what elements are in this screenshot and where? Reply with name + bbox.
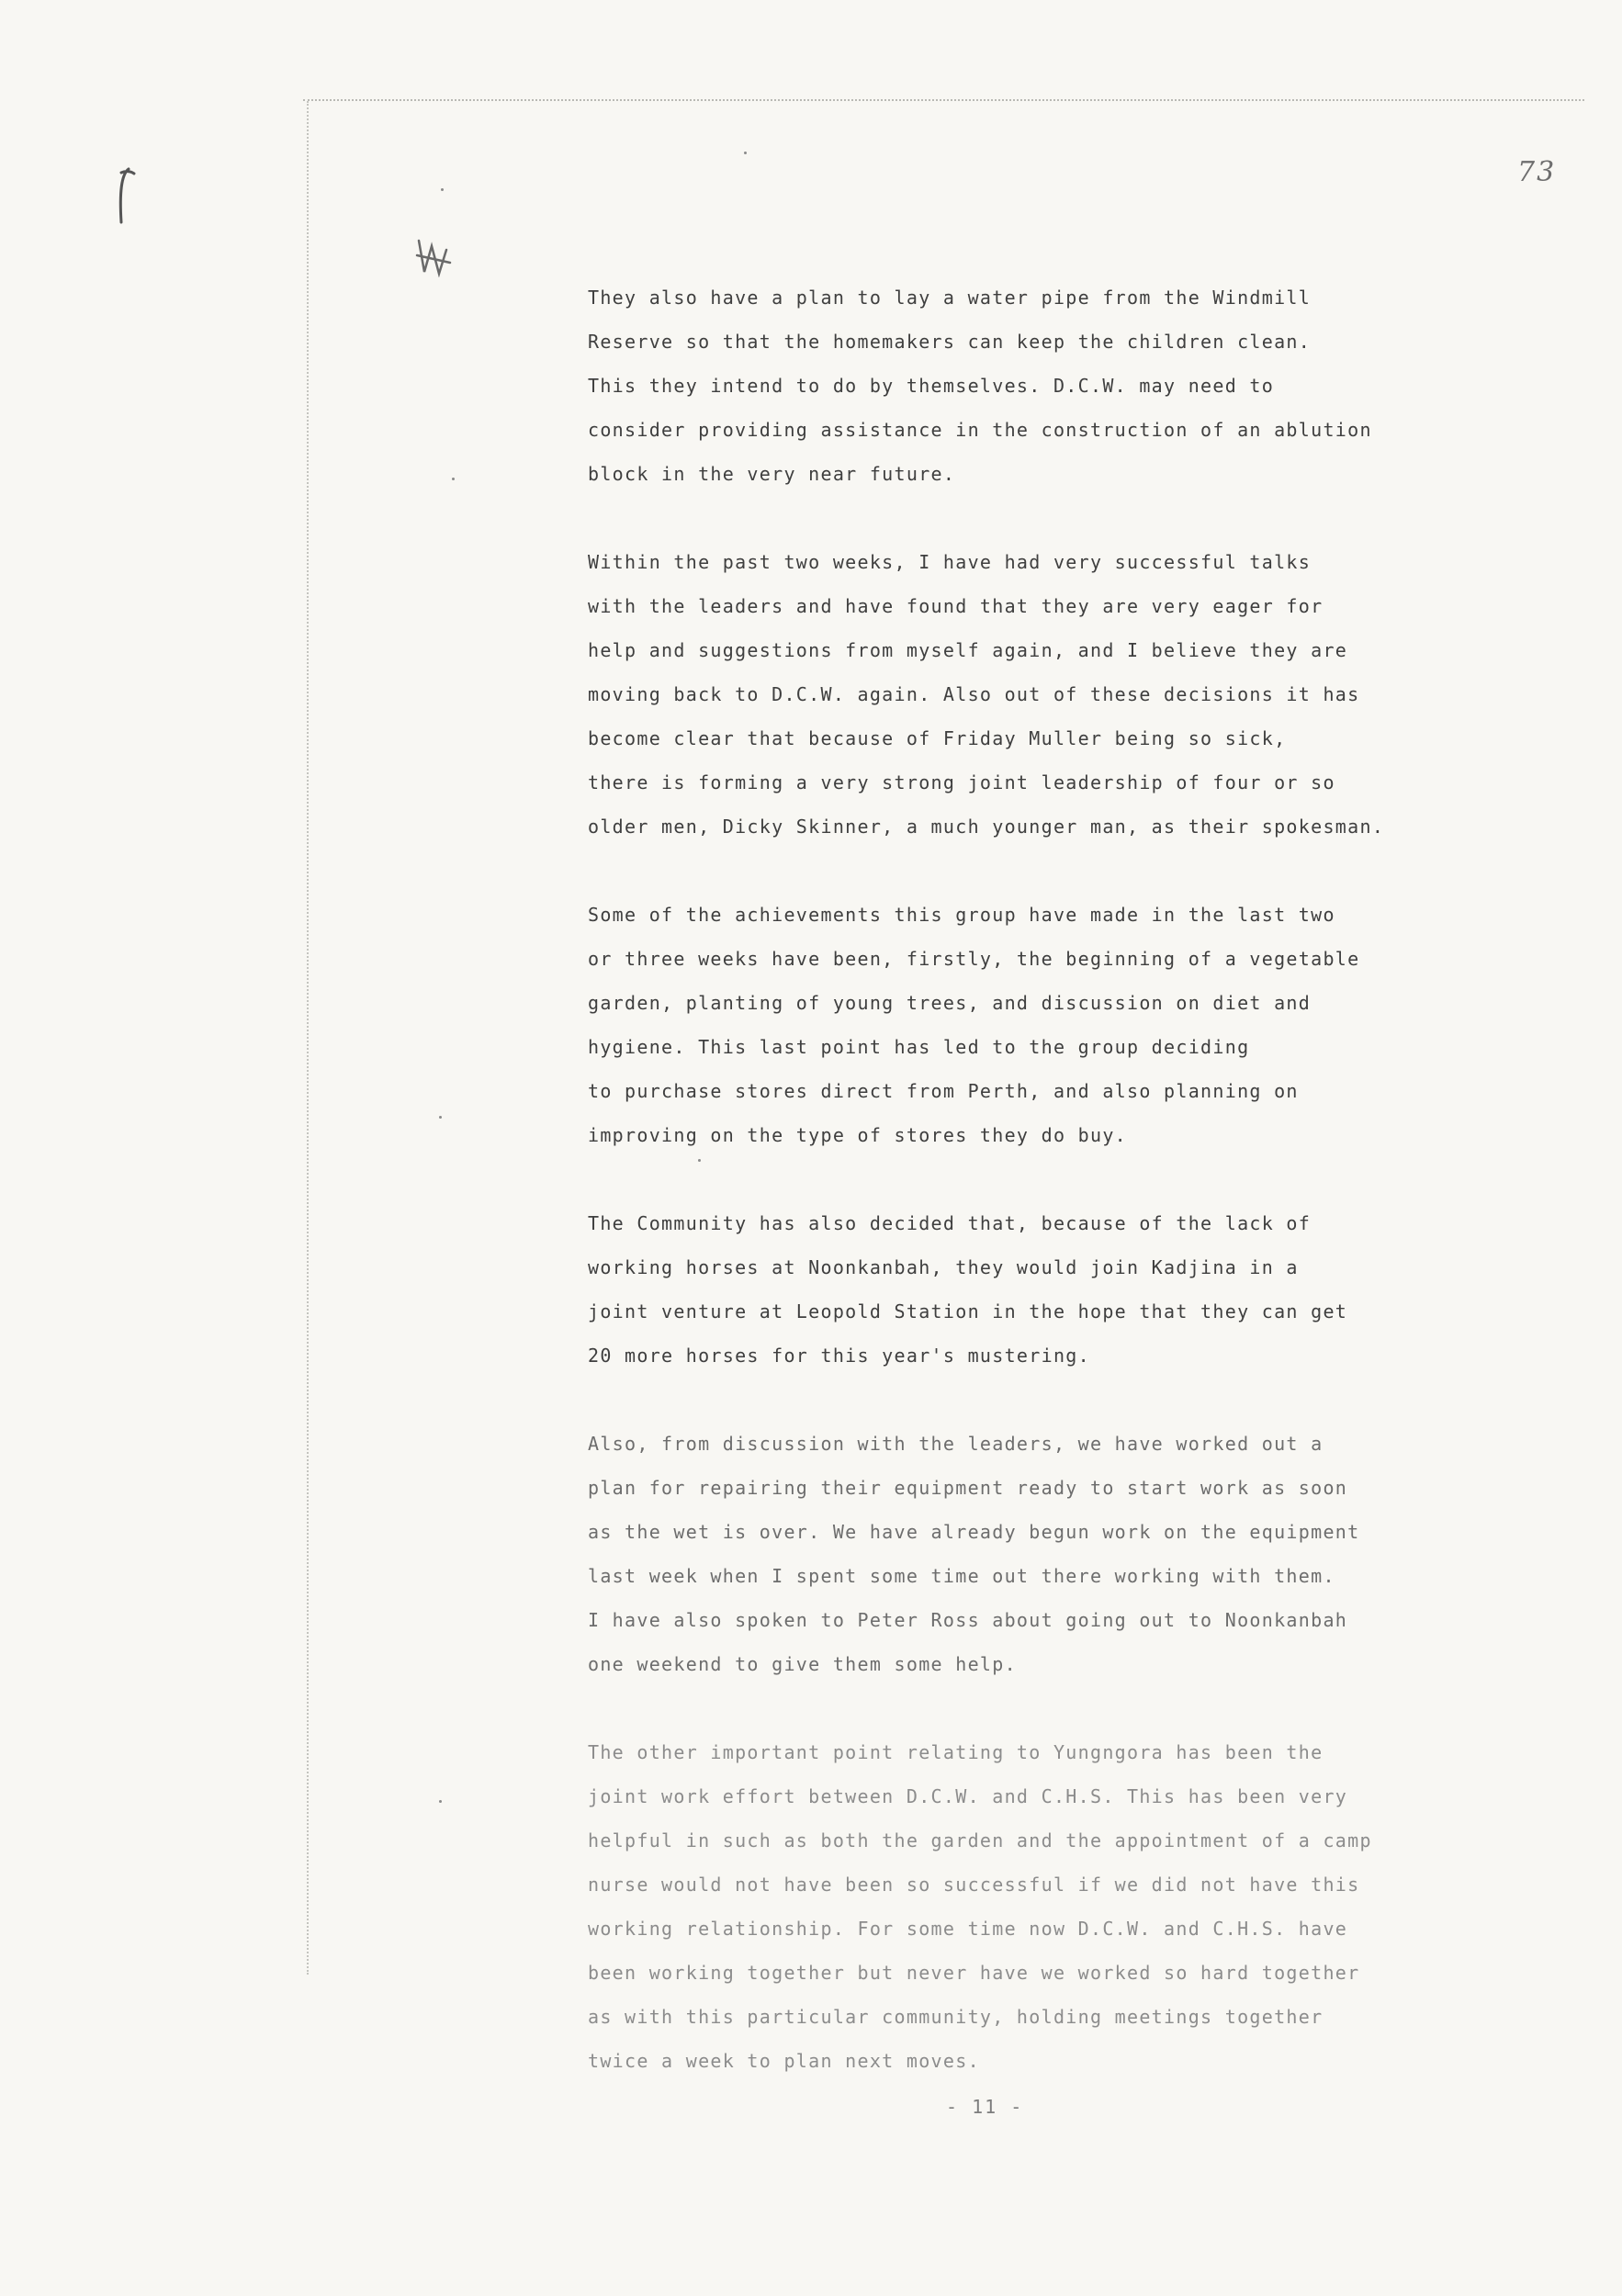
text-line: one weekend to give them some help. xyxy=(588,1653,1017,1675)
text-line: older men, Dicky Skinner, a much younger man, as their spokesman. xyxy=(588,816,1385,838)
text-line: working horses at Noonkanbah, they would join Kadjina in a xyxy=(588,1256,1299,1278)
text-line: garden, planting of young trees, and discussion on diet and xyxy=(588,992,1312,1014)
text-line: as with this particular community, holding meetings together xyxy=(588,2006,1324,2028)
text-line: hygiene. This last point has led to the group deciding xyxy=(588,1036,1250,1058)
text-line: help and suggestions from myself again, and I believe they are xyxy=(588,639,1348,661)
paragraph-equipment xyxy=(588,1422,1515,1686)
text-line: with the leaders and have found that they are very eager for xyxy=(588,595,1324,617)
text-line: or three weeks have been, firstly, the beginning of a vegetable xyxy=(588,948,1360,970)
paragraph-achievements xyxy=(588,893,1515,1157)
text-line: This they intend to do by themselves. D.C.W. may need to xyxy=(588,375,1275,397)
text-line: 20 more horses for this year's mustering. xyxy=(588,1345,1090,1367)
letter-body xyxy=(588,276,1515,2127)
paragraph-water-pipe xyxy=(588,276,1515,496)
page-number: - 11 - xyxy=(946,2096,1024,2118)
margin-speck xyxy=(439,1116,442,1119)
text-line: Within the past two weeks, I have had very successful talks xyxy=(588,551,1312,573)
text-line: The Community has also decided that, because of the lack of xyxy=(588,1212,1312,1234)
paragraph-leadership xyxy=(588,540,1515,849)
text-line: twice a week to plan next moves. xyxy=(588,2050,980,2072)
text-line: block in the very near future. xyxy=(588,463,956,485)
top-edge-rule xyxy=(303,99,1584,101)
text-line: Some of the achievements this group have made in the last two xyxy=(588,904,1335,926)
text-line: joint work effort between D.C.W. and C.H.S. This has been very xyxy=(588,1785,1348,1807)
text-line: I have also spoken to Peter Ross about going out to Noonkanbah xyxy=(588,1609,1348,1631)
text-line: moving back to D.C.W. again. Also out of these decisions it has xyxy=(588,683,1360,705)
margin-speck xyxy=(441,188,444,191)
text-line: consider providing assistance in the construction of an ablution xyxy=(588,419,1372,441)
text-line: joint venture at Leopold Station in the hope that they can get xyxy=(588,1300,1348,1322)
text-line: improving on the type of stores they do buy. xyxy=(588,1124,1128,1146)
text-line: there is forming a very strong joint leadership of four or so xyxy=(588,771,1335,793)
text-line: Also, from discussion with the leaders, we have worked out a xyxy=(588,1433,1324,1455)
text-line: as the wet is over. We have already begun work on the equipment xyxy=(588,1521,1360,1543)
text-line: last week when I spent some time out there working with them. xyxy=(588,1565,1335,1587)
scribble-mark-icon xyxy=(413,237,456,277)
binding-margin-rule xyxy=(307,101,309,1975)
text-line: been working together but never have we worked so hard together xyxy=(588,1962,1360,1984)
margin-speck xyxy=(744,152,747,154)
margin-speck xyxy=(452,478,455,480)
pencil-mark-icon xyxy=(112,165,138,233)
text-line: plan for repairing their equipment ready to start work as soon xyxy=(588,1477,1348,1499)
paragraph-horses xyxy=(588,1201,1515,1378)
text-line: The other important point relating to Yungngora has been the xyxy=(588,1741,1324,1763)
text-line: working relationship. For some time now D.C.W. and C.H.S. have xyxy=(588,1918,1348,1940)
text-line: Reserve so that the homemakers can keep the children clean. xyxy=(588,331,1312,353)
text-line: nurse would not have been so successful if we did not have this xyxy=(588,1874,1360,1896)
text-line: helpful in such as both the garden and the appointment of a camp xyxy=(588,1829,1372,1851)
text-line: They also have a plan to lay a water pipe from the Windmill xyxy=(588,287,1312,309)
paragraph-joint-work xyxy=(588,1730,1515,2083)
folio-number: 73 xyxy=(1517,156,1557,188)
text-line: become clear that because of Friday Muller being so sick, xyxy=(588,727,1287,749)
margin-speck xyxy=(439,1800,442,1803)
text-line: to purchase stores direct from Perth, and also planning on xyxy=(588,1080,1299,1102)
